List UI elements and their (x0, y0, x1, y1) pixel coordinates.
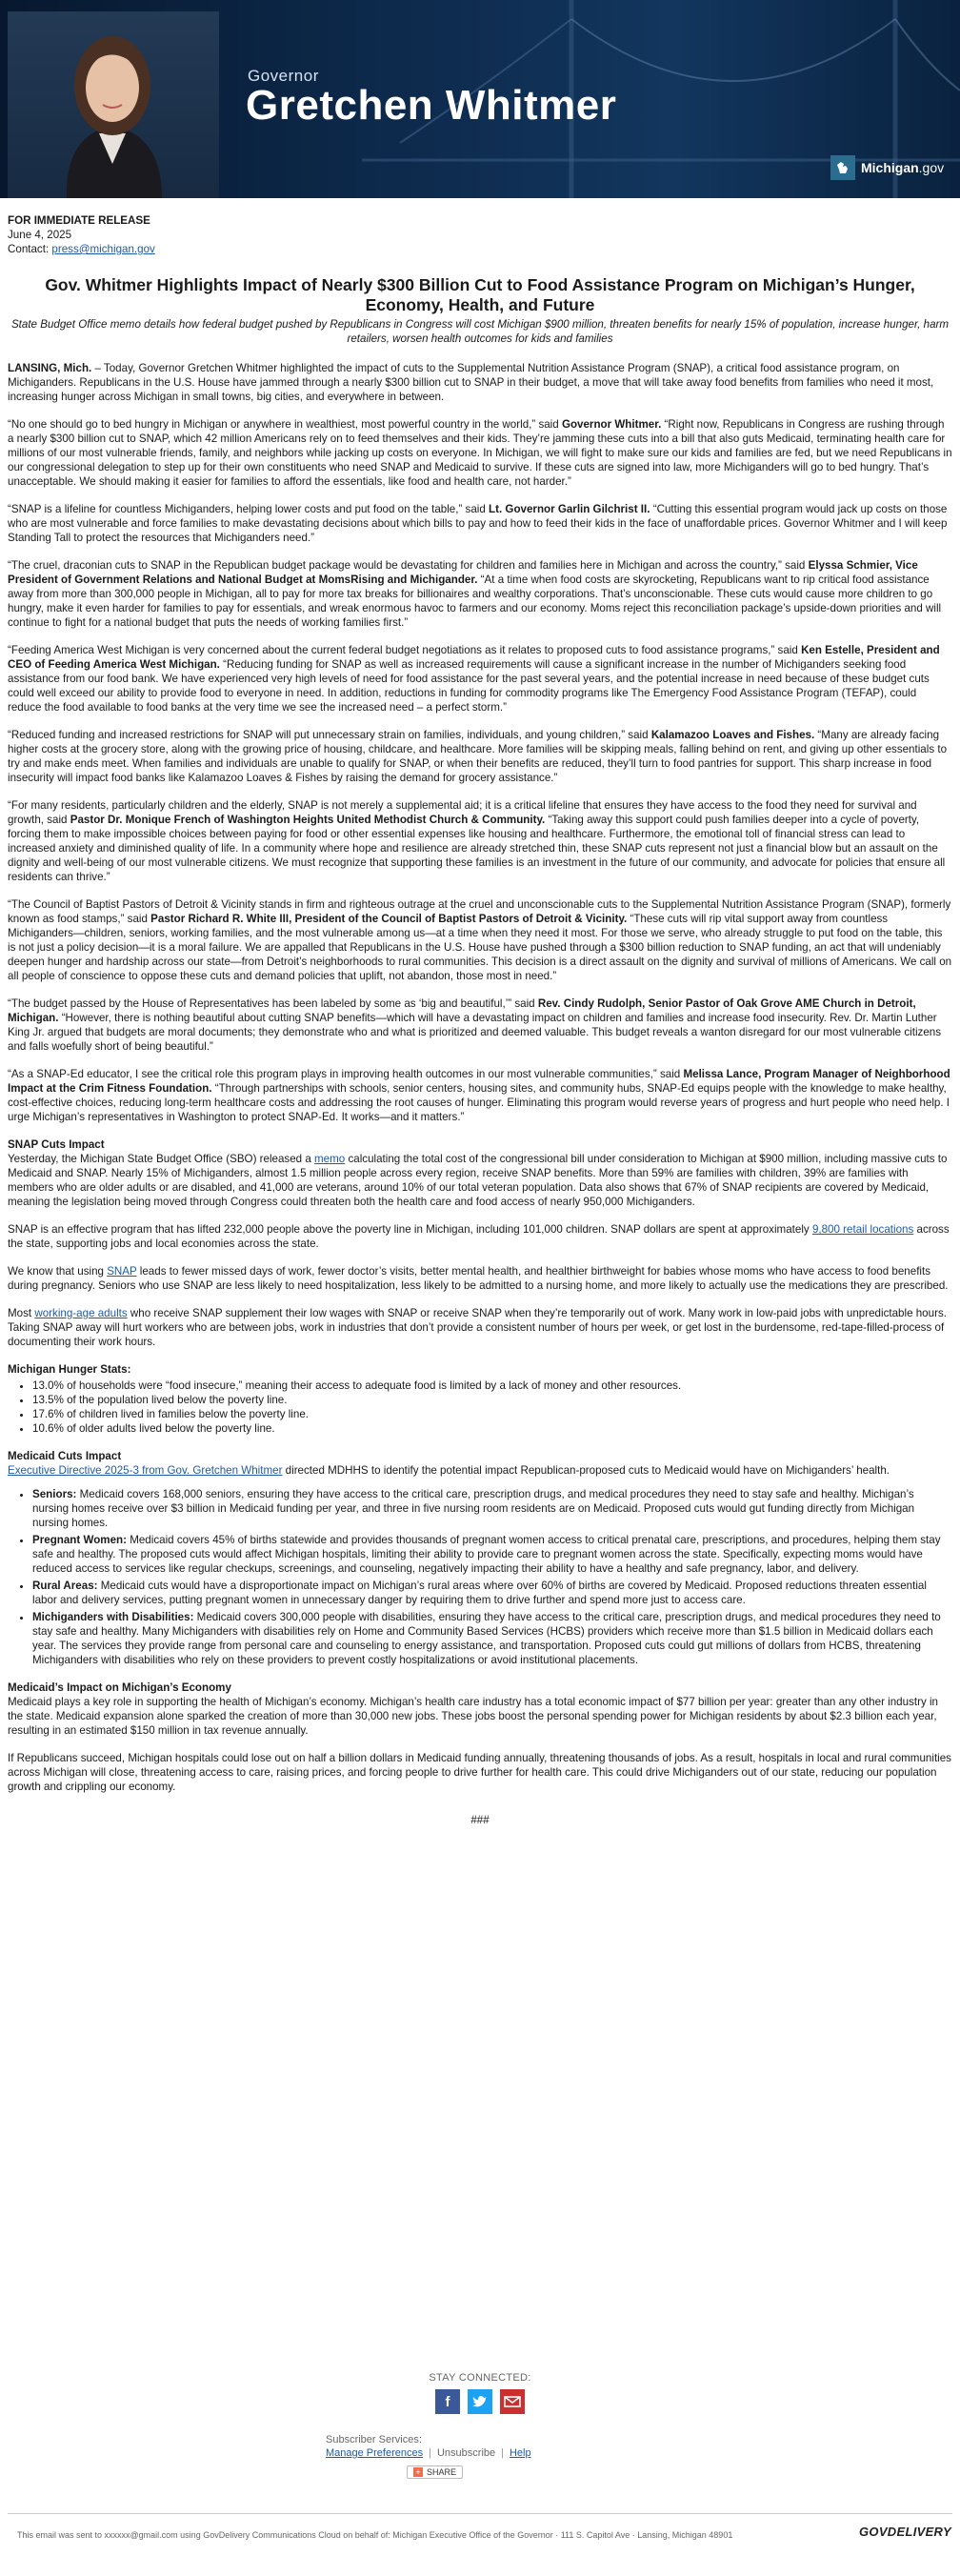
quote-speaker: Ken Estelle, President and CEO of Feeding America West Michigan. (8, 644, 940, 671)
economy-paragraph-1: Medicaid plays a key role in supporting the health of Michigan’s economy. Michigan’s health care industry has a total economic impact of $77 billion per year: greater than any other industry in the state. Medicaid expansion alone sparked the creation of more than 30,000 new jobs. These jobs boost the personal spending power for Michigan residents by about $2.3 billion each year, resulting in an estimated $150 million in tax revenue annually. (8, 1696, 938, 1737)
list-item: • 13.5% of the population lived below the poverty line. (32, 1393, 952, 1407)
quote-speaker: Pastor Richard R. White III, President of the Council of Baptist Pastors of Detroit & Vicinity. (150, 913, 628, 925)
section-heading-medicaid: Medicaid Cuts Impact (8, 1450, 122, 1462)
quote-text: “Many are already facing higher costs at the grocery store, along with the growing price of housing, childcare, and healthcare. More families will be skipping meals, falling behind on rent, and giving up other essentials to try and make ends meet. When families and individuals are unable to qualify for SNAP, or when their benefits are reduced, they’ll turn to food pantries for support. This sharp increase in food insecurity will impact food banks like Kalamazoo Loaves & Fishes by raising the demand for grocery assistance.” (8, 729, 948, 784)
unsubscribe-link[interactable]: Unsubscribe (436, 2447, 496, 2459)
govdelivery-logo: GOVDELIVERY (859, 2525, 951, 2539)
contact-label: Contact: (8, 243, 52, 255)
medicaid-intro (8, 1463, 952, 1478)
item-text: Medicaid covers 45% of births statewide and provides thousands of pregnant women access to critical prenatal care, prescriptions, and procedures, helping them stay safe and healthy. The proposed cuts would affect Michigan hospitals, limiting their ability to provide care to pregnant women across the state. Specifically, expecting moms would have reduced access to services like regular checkups, screenings, and counseling, negatively impacting their ability to have a healthy and safe pregnancy, labor, and delivery. (32, 1534, 941, 1575)
quote-text: “At a time when food costs are skyrocketing, Republicans want to rip critical food assistance away from more than 300,000 people in Michigan, all to pay for more tax breaks for billionaires and wealthy corporations. That’s unconscionable. These cuts would cause more children to go hungry, make it even harder for families to pay for essentials, and wreak enormous havoc to farmers and our economy. Moms reject this reconciliation package’s upside-down priorities and will continue to fight for a national budget that puts the needs of working families first.” (8, 574, 942, 629)
quote-text: “The budget passed by the House of Representatives has been labeled by some as ‘big and beautiful,’” said (8, 997, 538, 1010)
snap-text: across the state, supporting jobs and local economies across the state. (8, 1223, 950, 1250)
item-text: Medicaid cuts would have a disproportionate impact on Michigan’s rural areas where over 60% of births are covered by Medicaid. Proposed reductions threaten essential labor and delivery services, putting pregnant women in unnecessary danger by requiring them to drive further and spend more just to access care. (32, 1580, 927, 1606)
subscriber-services (326, 2434, 531, 2459)
release-meta (8, 213, 952, 256)
quote-speaker: Rev. Cindy Rudolph, Senior Pastor of Oak Grove AME Church in Detroit, Michigan. (8, 997, 916, 1024)
quote-text: “The Council of Baptist Pastors of Detroit & Vicinity stands in firm and righteous outrage at the cruel and unconscionable cuts to the Supplemental Nutrition Assistance Program (SNAP), formerly known as food stamps,” said (8, 898, 951, 925)
quote-text: “Reduced funding and increased restrictions for SNAP will put unnecessary strain on families, individuals, and young children,” said (8, 729, 651, 741)
quote-speaker: Governor Whitmer. (561, 418, 662, 431)
footer-divider (8, 2513, 952, 2514)
quote-text: “The cruel, draconian cuts to SNAP in the Republican budget package would be devastating for children and families here in Michigan and across the country,” said (8, 559, 809, 572)
quote-text: “Through partnerships with schools, senior centers, housing sites, and community hubs, SNAP-Ed equips people with the knowledge to make healthy, cost-effective choices, reducing long-term healthcare costs and addressing the root causes of hunger. Eliminating this program would reverse years of progress and hurt people who need help. I urge Michigan’s representatives in Washington to protect SNAP-Ed. It works—and it matters.” (8, 1082, 950, 1123)
retail-locations-link[interactable]: 9,800 retail locations (811, 1223, 914, 1236)
share-button[interactable] (407, 2465, 463, 2479)
section-heading-economy: Medicaid’s Impact on Michigan’s Economy (8, 1681, 231, 1694)
quote-text: “Taking away this support could push families deeper into a cycle of poverty, forcing them to make impossible choices between paying for food or other essential expenses like housing and healthcare. Furthermore, the emotional toll of financial stress can lead to increased anxiety and diminished quality of life. In a community where hope and resilience are already stretched thin, these SNAP cuts represent not just a financial blow but an assault on the dignity and well-being of our most vulnerable citizens. We must recognize that supporting these families is an investment in the future of our community, and advocate for policies that ensure all residents can thrive.” (8, 814, 946, 883)
subscriber-services-label: Subscriber Services: (326, 2434, 422, 2445)
item-lead: Pregnant Women: (32, 1534, 127, 1546)
contact-email-link[interactable]: press@michigan.gov (51, 243, 155, 255)
quote-rev-rudolph (8, 996, 952, 1054)
quote-momsrising (8, 558, 952, 630)
quote-speaker: Elyssa Schmier, Vice President of Government Relations and National Budget at MomsRising and Michigander. (8, 559, 918, 586)
email-icon[interactable] (500, 2389, 525, 2414)
item-lead: Michiganders with Disabilities: (32, 1611, 194, 1623)
quote-text: “Reducing funding for SNAP as well as increased requirements will cause a significant increase in the number of Michiganders seeking food assistance from our food bank. We have experienced very high levels of need for food assistance for the past several years, and the potential increase in need because of these budget cuts could well exceed our ability to provide food to everyone in need. In addition, reductions in funding for commodity programs like The Emergency Food Assistance Program (TEFAP), could reduce the food available to food banks at the very time we see the increased need – a perfect storm.” (8, 658, 930, 714)
twitter-icon[interactable] (468, 2389, 492, 2414)
share-label: SHARE (427, 2467, 457, 2477)
item-lead: Seniors: (32, 1488, 77, 1500)
snap-paragraph-1 (8, 1152, 952, 1209)
list-item (32, 1487, 952, 1530)
economy-paragraph-2: If Republicans succeed, Michigan hospitals could lose out on half a billion dollars in Medicaid funding annually, threatening thousands of jobs. As a result, hospitals in local and rural communities across Michigan will close, threatening access to care, raising prices, and forcing people to drive further for health care. This could drive Michiganders out of our state, reducing our population growth and crippling our economy. (8, 1752, 951, 1793)
help-link[interactable]: Help (509, 2447, 531, 2459)
facebook-icon[interactable]: f (435, 2389, 460, 2414)
medicaid-intro-text: directed MDHHS to identify the potential impact Republican-proposed cuts to Medicaid would have on Michiganders’ health. (282, 1464, 890, 1477)
hunger-stats-list (8, 1379, 952, 1436)
paragraph-intro (8, 361, 952, 404)
snap-text: Yesterday, the Michigan State Budget Office (SBO) released a (8, 1153, 315, 1165)
snap-text: SNAP is an effective program that has lifted 232,000 people above the poverty line in Michigan, including 101,000 children. SNAP dollars are spent at approximately (8, 1223, 812, 1236)
michigan-map-icon (830, 155, 855, 180)
quote-text: “No one should go to bed hungry in Michigan or anywhere in wealthiest, most powerful country in the world,” said (8, 418, 562, 431)
quote-pastor-white (8, 897, 952, 983)
quote-melissa-lance (8, 1067, 952, 1124)
quote-text: “For many residents, particularly children and the elderly, SNAP is not merely a supplemental aid; it is a critical lifeline that ensures they have access to the food they need for survival and growth, said (8, 799, 917, 826)
email-footer (0, 2372, 960, 2540)
header-governor-name: Gretchen Whitmer (246, 82, 617, 129)
subheadline: State Budget Office memo details how federal budget pushed by Republicans in Congress will cost Michigan $900 million, threaten benefits for nearly 15% of population, increase hunger, harm retailers, worsen health outcomes for kids and families (10, 318, 950, 345)
manage-preferences-link[interactable]: Manage Preferences (326, 2447, 424, 2459)
section-heading-hunger-stats: Michigan Hunger Stats: (8, 1363, 131, 1376)
intro-text: – Today, Governor Gretchen Whitmer highlighted the impact of cuts to the Supplemental Nutrition Assistance Program (SNAP), a critical food assistance program, on Michiganders. Republicans in the U.S. House have jammed through a nearly $300 billion cut to SNAP in their budget, a move that will take away food benefits from families who need it most, increasing hunger across Michigan in small towns, big cities, and everywhere in between. (8, 362, 934, 403)
list-item (32, 1610, 952, 1667)
quote-text: “However, there is nothing beautiful about cutting SNAP benefits—which will have a devastating impact on children and families and increase food insecurity. Rev. Dr. Martin Luther King Jr. argued that budgets are moral documents; they demonstrate who and what is prioritized and deemed valuable. This budget reveals a wanton disregard for our most vulnerable citizens and falls woefully short of being beautiful.” (8, 1012, 942, 1053)
header-title-label: Governor (248, 67, 319, 85)
dateline: LANSING, Mich. (8, 362, 92, 374)
release-date: June 4, 2025 (8, 229, 72, 241)
item-text: Medicaid covers 300,000 people with disabilities, ensuring they have access to the critical care, prescription drugs, and medical procedures they need to stay safe and healthy. Many Michiganders with disabilities rely on Home and Community Based Services (HCBS) providers which receive more than $1.5 billion in Medicaid dollars each year. The services they provide range from personal care and counseling to energy assistance, and transportation. Proposed cuts could gut millions of dollars from HCBS, threatening Michiganders with disabilities who rely on these providers to prevent costly hospitalizations or avoid institutional placements. (32, 1611, 941, 1666)
snap-text: leads to fewer missed days of work, fewer doctor’s visits, better mental health, and healthier birthweight for babies whose moms who have access to food benefits during pregnancy. Seniors who use SNAP are less likely to need hospitalization, less likely to be admitted to a nursing home, and more likely to actually use the medications they are prescribed. (8, 1265, 949, 1292)
snap-paragraph-2 (8, 1222, 952, 1251)
quote-text: “Cutting this essential program would jack up costs on those who are most vulnerable and force families to make devastating decisions about which bills to pay and how to feed their kids in the face of unaffordable prices. Governor Whitmer and I will keep Standing Tall to protect the resources that Michiganders need.” (8, 503, 948, 544)
quote-text: “Right now, Republicans in Congress are rushing through a nearly $300 billion cut to SNAP, which 42 million Americans rely on to feed themselves and their kids. They’re jamming these cuts into a bill that also guts Medicaid, terminating health care for millions of our most vulnerable friends, family, and neighbors while jacking up costs on everyone. In Michigan, we will fight to make sure our kids and families are fed, but we need Republicans in our congressional delegation to step up for their own constituents who need SNAP and Medicaid to survive. If these cuts are signed into law, more Michiganders will go to bed hungry. That’s unacceptable. We should making it easier for families to afford the essentials, like food and health care, not harder.” (8, 418, 952, 488)
quote-feeding-america (8, 643, 952, 714)
list-item (32, 1579, 952, 1607)
stay-connected-label: STAY CONNECTED: (429, 2372, 531, 2384)
quote-text: “Feeding America West Michigan is very concerned about the current federal budget negotiations as it relates to proposed cuts to food assistance programs,” said (8, 644, 802, 656)
list-item: • 10.6% of older adults lived below the poverty line. (32, 1421, 952, 1436)
quote-speaker: Melissa Lance, Program Manager of Neighborhood Impact at the Crim Fitness Foundation. (8, 1068, 950, 1095)
quote-speaker: Kalamazoo Loaves and Fishes. (650, 729, 815, 741)
press-release (8, 213, 952, 1842)
end-mark: ### (470, 1814, 490, 1826)
list-item (32, 1533, 952, 1576)
list-item: • 17.6% of children lived in families below the poverty line. (32, 1407, 952, 1421)
executive-directive-link[interactable]: Executive Directive 2025-3 from Gov. Gretchen Whitmer (8, 1464, 283, 1477)
michigan-gov-logo[interactable] (830, 155, 944, 180)
subscriber-links: Manage Preferences | Unsubscribe | Help (326, 2447, 531, 2459)
release-label: FOR IMMEDIATE RELEASE (8, 214, 150, 227)
quote-speaker: Lt. Governor Garlin Gilchrist II. (489, 503, 650, 515)
quote-speaker: Pastor Dr. Monique French of Washington Heights United Methodist Church & Community. (70, 814, 546, 826)
snap-text: who receive SNAP supplement their low wages with SNAP or receive SNAP when they’re temporarily out of work. Many work in low-paid jobs with unpredictable hours. Taking SNAP away will hurt workers who are between jobs, work in industries that don’t provide a consistent number of hours per week, or get lost in the burdensome, red-tape-filled-process of documenting their work hours. (8, 1307, 947, 1348)
plus-icon: + (413, 2467, 423, 2477)
snap-paragraph-3 (8, 1264, 952, 1293)
medicaid-impact-list (8, 1487, 952, 1667)
headline: Gov. Whitmer Highlights Impact of Nearly $300 Billion Cut to Food Assistance Program on Michigan’s Hunger, Economy, Health, and Future (45, 275, 915, 314)
header-banner (0, 0, 960, 198)
list-item: • 13.0% of households were “food insecure,” meaning their access to adequate food is limited by a lack of money and other resources. (32, 1379, 952, 1393)
snap-text: We know that using (8, 1265, 108, 1278)
governor-portrait (8, 11, 219, 198)
logo-text-main: Michigan (861, 160, 919, 175)
item-text: Medicaid covers 168,000 seniors, ensuring they have access to the critical care, prescription drugs, and medical procedures they need to stay safe and healthy. Michigan’s nursing homes receive over $3 billion in Medicaid funding per year, and three in five nursing room residents are on Medicaid. Proposed cuts would gut funding directly from Michigan nursing homes. (32, 1488, 915, 1529)
item-lead: Rural Areas: (32, 1580, 98, 1592)
memo-link[interactable]: memo (314, 1153, 346, 1165)
quote-text: “These cuts will rip vital support away from countless Michiganders—children, seniors, working families, and the most vulnerable among us—at a time when they need it most. For those we serve, who already struggle to put food on the table, this is not just a policy decision—it is a moral failure. We are appalled that Republicans in the U.S. House have pushed through a $300 billion reduction to SNAP funding, an act that will undeniably deepen hunger and hardship across our state—from Detroit’s neighborhoods to rural communities. This decision is a direct assault on the dignity and survival of millions of Americans. We call on all people of conscience to oppose these cuts and demand policies that uplift, not abandon, those most in need.” (8, 913, 952, 982)
working-age-adults-link[interactable]: working-age adults (34, 1307, 128, 1319)
quote-kalamazoo (8, 728, 952, 785)
quote-pastor-french (8, 798, 952, 884)
quote-governor (8, 417, 952, 489)
quote-text: “As a SNAP-Ed educator, I see the critical role this program plays in improving health outcomes in our most vulnerable communities,” said (8, 1068, 684, 1080)
snap-text: calculating the total cost of the congressional bill under consideration to Michigan at $900 million, including massive cuts to Medicaid and SNAP. Nearly 15% of Michiganders, almost 1.5 million people across every region, receive SNAP benefits. More than 59% are families with children, 39% are families with members who are older adults or are disabled, and 41,000 are veterans, around 10% of our total veteran population. Data also shows that 67% of SNAP recipients are covered by Medicaid, meaning the legislation being moved through Congress could threaten both the health care and food access of nearly 950,000 Michiganders. (8, 1153, 948, 1208)
section-heading-snap: SNAP Cuts Impact (8, 1138, 105, 1151)
quote-lt-governor (8, 502, 952, 545)
social-links (0, 2389, 960, 2414)
quote-text: “SNAP is a lifeline for countless Michiganders, helping lower costs and put food on the table,” said (8, 503, 490, 515)
snap-paragraph-4 (8, 1306, 952, 1349)
logo-text-suffix: .gov (918, 160, 945, 175)
snap-link[interactable]: SNAP (107, 1265, 137, 1278)
contact-line (8, 242, 952, 256)
footer-note: This email was sent to xxxxxx@gmail.com using GovDelivery Communications Cloud on behalf of: Michigan Executive Office of the Governor · 111 S. Capitol Ave · Lansing, Michigan 48901 (17, 2530, 733, 2540)
snap-text: Most (8, 1307, 35, 1319)
